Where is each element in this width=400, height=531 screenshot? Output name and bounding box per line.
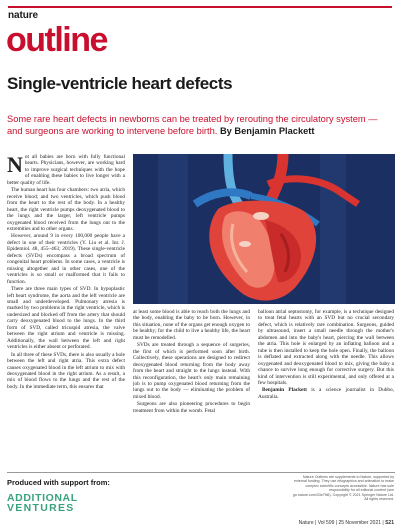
heart-anatomy-illustration xyxy=(133,154,395,304)
standfirst xyxy=(7,113,395,137)
body-column-2 xyxy=(133,309,250,469)
body-paragraph: Not all babies are born with fully functional hearts. Physicians, however, are working hard to improve surgical techniques with the hope of enabling these babies to live longer with a better quality of life. xyxy=(7,154,125,186)
sponsor-label: Produced with support from: xyxy=(7,478,110,487)
journal-brand: nature xyxy=(8,10,38,21)
body-paragraph: SVDs are treated through a sequence of surgeries, the first of which is performed soon after birth. Collectively, these operations are designed to redirect deoxygenated blood returning from the body away from the heart and straight to the lungs instead. With this reconfiguration, the heart's only main remaining job is to pump oxygenated blood returning from the lungs out to the body — eliminating the problem of mixed blood. xyxy=(133,342,250,400)
drop-cap: N xyxy=(7,154,23,177)
page-number: S21 xyxy=(385,520,394,526)
author-bio-text: is a science journalist in Dubbo, Australia. xyxy=(258,387,394,400)
top-rule xyxy=(8,6,392,8)
footer-date: 25 November 2021 xyxy=(338,520,382,526)
section-title: outline xyxy=(6,21,107,59)
body-paragraph: balloon atrial septostomy, for example, is a technique designed to treat fetal hearts with an SVD but no crucial secondary defect, which is relatively rare combination. Surgeons, guided by ultrasound, insert a small needle through the mother's abdomen and into the baby's heart, piercing the wall between the atria. This hole is enlarged by an inflating balloon and a tube is then installed to keep the hole open. Finally, the balloon is deflated and extracted along with the needle. This allows oxygenated and deoxygenated blood to mix, giving the baby a chance to survive long enough for corrective surgery. But this kind of intervention is still experimental, and only offered at a few hospitals. xyxy=(258,309,394,386)
body-paragraph: The human heart has four chambers: two atria, which receive blood; and two ventricles, which push blood from the heart to the rest of the body. In a healthy heart, the right ventricle pumps deoxygenated blood to the lungs and the larger, left ventricle pumps oxygenated blood received from the lungs out to the extremities and to other organs. xyxy=(7,187,125,232)
footer-rule xyxy=(7,472,395,473)
footer-volume: Vol 599 xyxy=(317,520,335,526)
sponsor-logo-line1: ADDITIONAL xyxy=(7,492,78,504)
body-paragraph: However, around 9 in every 100,000 people have a defect in one of their ventricles (Y. Liu et al. Int. J. Epidemiol. 48, 455–463; 2019). These single-ventricle defects (SVDs) encompass a broad spectrum of congenital heart problems. In some cases, a ventricle is missing altogether and in other cases, one of the ventricles is so small or malformed that it fails to function. xyxy=(7,233,125,285)
page-footer: Nature | Vol 599 | 25 November 2021 | S21 xyxy=(298,520,394,526)
body-paragraph: In all three of these SVDs, there is also usually a hole between the left and right atria. This extra defect causes oxygenated blood in the left atrium to mix with deoxygenated blood in the right atrium. As a result, a mix of blood flows to the lungs and the rest of the body. In the immediate term, this ensures that xyxy=(7,351,125,390)
article-headline: Single-ventricle heart defects xyxy=(7,74,233,93)
author-bio xyxy=(258,387,394,400)
author-bio-name: Benjamin Plackett xyxy=(262,387,307,394)
byline: By Benjamin Plackett xyxy=(219,126,315,136)
body-column-3 xyxy=(258,309,394,469)
body-paragraph: There are three main types of SVD. In hypoplastic left heart syndrome, the aorta and the left ventricle are small and underdeveloped. Pulmonary atresia is marked by two problems in the right ventricle, which is undersized and blocked off from the artery that should carry deoxygenated blood to the lungs. In the third form of SVD, called tricuspid atresia, the valve between the right atrium and ventricle is missing. Additionally, the wall between the left and right ventricles is either absent or perforated. xyxy=(7,286,125,351)
sponsor-logo xyxy=(7,493,78,513)
sponsor-logo-line2: VENTURES xyxy=(7,502,75,514)
standfirst-text: Some rare heart defects in newborns can be treated by rerouting the circulatory system — and surgeons are working to intervene before birth. xyxy=(7,114,378,136)
footer-journal: Nature xyxy=(298,520,314,526)
body-paragraph: at least some blood is able to reach both the lungs and the body, enabling the baby to be born. However, in this situation, none of the organs get enough oxygen to be healthy; for the child to live a healthy life, the heart must be remodelled. xyxy=(133,309,250,341)
editorial-disclaimer: Nature Outlines are supplements to Nature, supported by external funding. They use infographics and animation to make complex scientific concepts accessible. Nature has sole responsibility for all editorial content (see go.nature.com/33e7N6). Copyright © 2021 Springer Nature Ltd. All rights reserved. xyxy=(292,475,394,502)
body-column-1 xyxy=(7,154,125,468)
body-paragraph: Surgeons are also pioneering procedures to begin treatment from within the womb. Fetal xyxy=(133,401,250,414)
